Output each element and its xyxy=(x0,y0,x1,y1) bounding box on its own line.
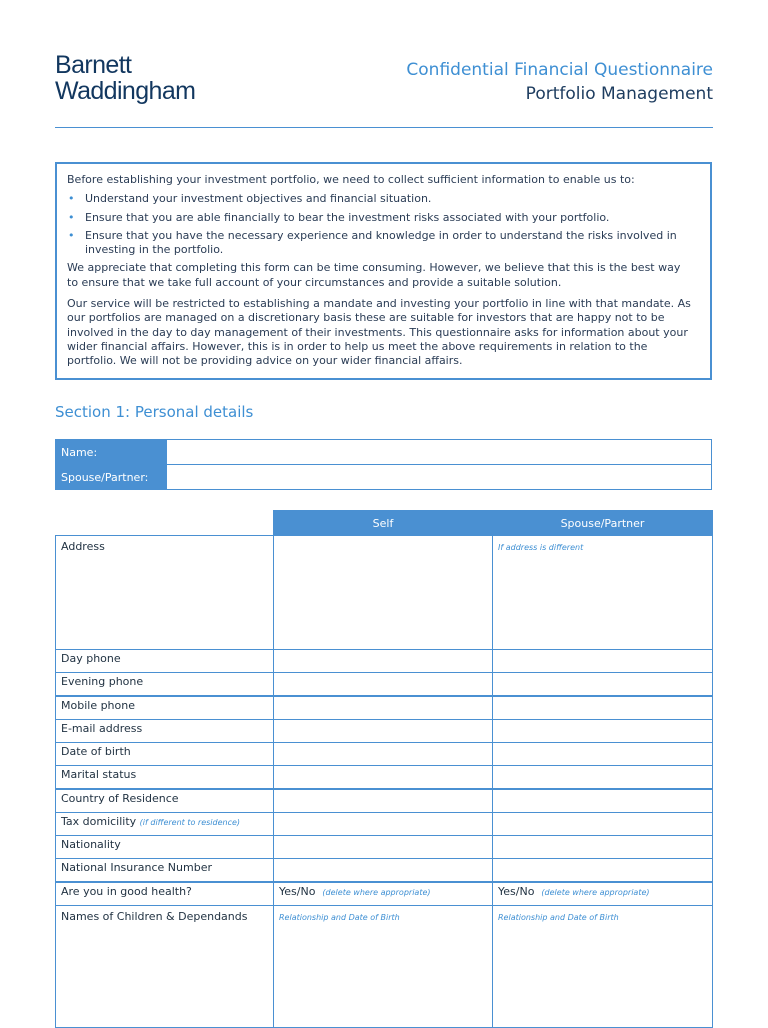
self-field[interactable] xyxy=(274,720,493,743)
spouse-field[interactable] xyxy=(493,836,713,859)
column-header-spouse: Spouse/Partner xyxy=(493,511,713,536)
tax-domicility-label: Tax domicility xyxy=(61,815,137,828)
table-row xyxy=(56,650,713,673)
row-label: Date of birth xyxy=(56,743,274,766)
intro-lead: Before establishing your investment portfolio, we need to collect sufficient information to enable us to: xyxy=(67,173,635,186)
spouse-field[interactable] xyxy=(493,859,713,883)
row-label: Country of Residence xyxy=(56,789,274,813)
children-spouse-hint: Relationship and Date of Birth xyxy=(498,913,619,922)
row-label xyxy=(56,813,274,836)
company-logo xyxy=(55,52,195,104)
self-field[interactable] xyxy=(274,789,493,813)
children-spouse-field[interactable] xyxy=(493,906,713,1028)
header-divider xyxy=(55,127,713,128)
row-label: Marital status xyxy=(56,766,274,790)
logo-line-1: Barnett xyxy=(55,51,132,79)
header-blank-cell xyxy=(56,511,274,536)
spouse-field[interactable] xyxy=(493,696,713,720)
title-line-2: Portfolio Management xyxy=(525,84,713,104)
name-label: Name: xyxy=(56,440,167,465)
details-header-row xyxy=(56,511,713,536)
column-header-self: Self xyxy=(274,511,493,536)
intro-bullet-list xyxy=(67,192,694,257)
spouse-row xyxy=(56,465,712,490)
children-self-hint: Relationship and Date of Birth xyxy=(279,913,400,922)
address-row xyxy=(56,536,713,650)
intro-bullet: • Ensure that you are able financially to bear the investment risks associated with your portfolio. xyxy=(67,211,694,225)
spouse-field[interactable] xyxy=(493,766,713,790)
spouse-field[interactable] xyxy=(167,465,712,490)
intro-paragraph-2: Our service will be restricted to establishing a mandate and investing your portfolio in line with that mandate. As our portfolios are managed on a discretionary basis these are suitable for investors that are happy not to be involved in the day to day management of their investments. This questionnaire asks for information about your wider financial affairs. However, this is in order to help us meet the above requirements in relation to the portfolio. We will not be providing advice on your wider financial affairs. xyxy=(67,297,691,368)
self-field[interactable] xyxy=(274,836,493,859)
row-label: Nationality xyxy=(56,836,274,859)
health-spouse-note: (delete where appropriate) xyxy=(541,888,650,897)
spouse-label: Spouse/Partner: xyxy=(56,465,167,490)
table-row xyxy=(56,859,713,883)
address-spouse-hint: If address is different xyxy=(498,543,584,552)
self-field[interactable] xyxy=(274,673,493,697)
table-row xyxy=(56,813,713,836)
spouse-field[interactable] xyxy=(493,813,713,836)
health-self-yesno: Yes/No xyxy=(279,885,316,898)
spouse-field[interactable] xyxy=(493,743,713,766)
children-label: Names of Children & Dependands xyxy=(56,906,274,1028)
row-label: E-mail address xyxy=(56,720,274,743)
self-field[interactable] xyxy=(274,696,493,720)
title-line-1: Confidential Financial Questionnaire xyxy=(406,60,713,80)
spouse-field[interactable] xyxy=(493,720,713,743)
row-label: Mobile phone xyxy=(56,696,274,720)
name-row xyxy=(56,440,712,465)
table-row xyxy=(56,789,713,813)
address-spouse-field[interactable] xyxy=(493,536,713,650)
table-row xyxy=(56,720,713,743)
table-row xyxy=(56,766,713,790)
tax-domicility-note: (if different to residence) xyxy=(139,818,241,827)
logo-line-2: Waddingham xyxy=(55,77,196,105)
row-label: National Insurance Number xyxy=(56,859,274,883)
table-row xyxy=(56,743,713,766)
address-label: Address xyxy=(56,536,274,650)
spouse-field[interactable] xyxy=(493,789,713,813)
intro-bullet: • Understand your investment objectives and financial situation. xyxy=(67,192,694,206)
health-spouse-yesno: Yes/No xyxy=(498,885,535,898)
row-label: Day phone xyxy=(56,650,274,673)
spouse-field[interactable] xyxy=(493,673,713,697)
self-field[interactable] xyxy=(274,650,493,673)
health-self-field[interactable] xyxy=(274,882,493,906)
row-label: Evening phone xyxy=(56,673,274,697)
table-row xyxy=(56,673,713,697)
personal-details-table xyxy=(55,510,713,1028)
children-row xyxy=(56,906,713,1028)
table-row xyxy=(56,836,713,859)
self-field[interactable] xyxy=(274,859,493,883)
intro-bullet: • Ensure that you have the necessary experience and knowledge in order to understand the risks involved in investing in the portfolio. xyxy=(67,229,694,258)
address-self-field[interactable] xyxy=(274,536,493,650)
document-title xyxy=(406,58,713,106)
children-self-field[interactable] xyxy=(274,906,493,1028)
health-spouse-field[interactable] xyxy=(493,882,713,906)
health-row xyxy=(56,882,713,906)
spouse-field[interactable] xyxy=(493,650,713,673)
self-field[interactable] xyxy=(274,813,493,836)
name-field[interactable] xyxy=(167,440,712,465)
table-row xyxy=(56,696,713,720)
name-table xyxy=(55,439,712,490)
health-self-note: (delete where appropriate) xyxy=(322,888,431,897)
health-label: Are you in good health? xyxy=(56,882,274,906)
section-1-title: Section 1: Personal details xyxy=(55,403,254,421)
self-field[interactable] xyxy=(274,766,493,790)
intro-box xyxy=(55,162,712,380)
intro-paragraph-1: We appreciate that completing this form can be time consuming. However, we believe that this is the best way to ensure that we take full account of your circumstances and provide a suitable solution. xyxy=(67,261,681,289)
self-field[interactable] xyxy=(274,743,493,766)
